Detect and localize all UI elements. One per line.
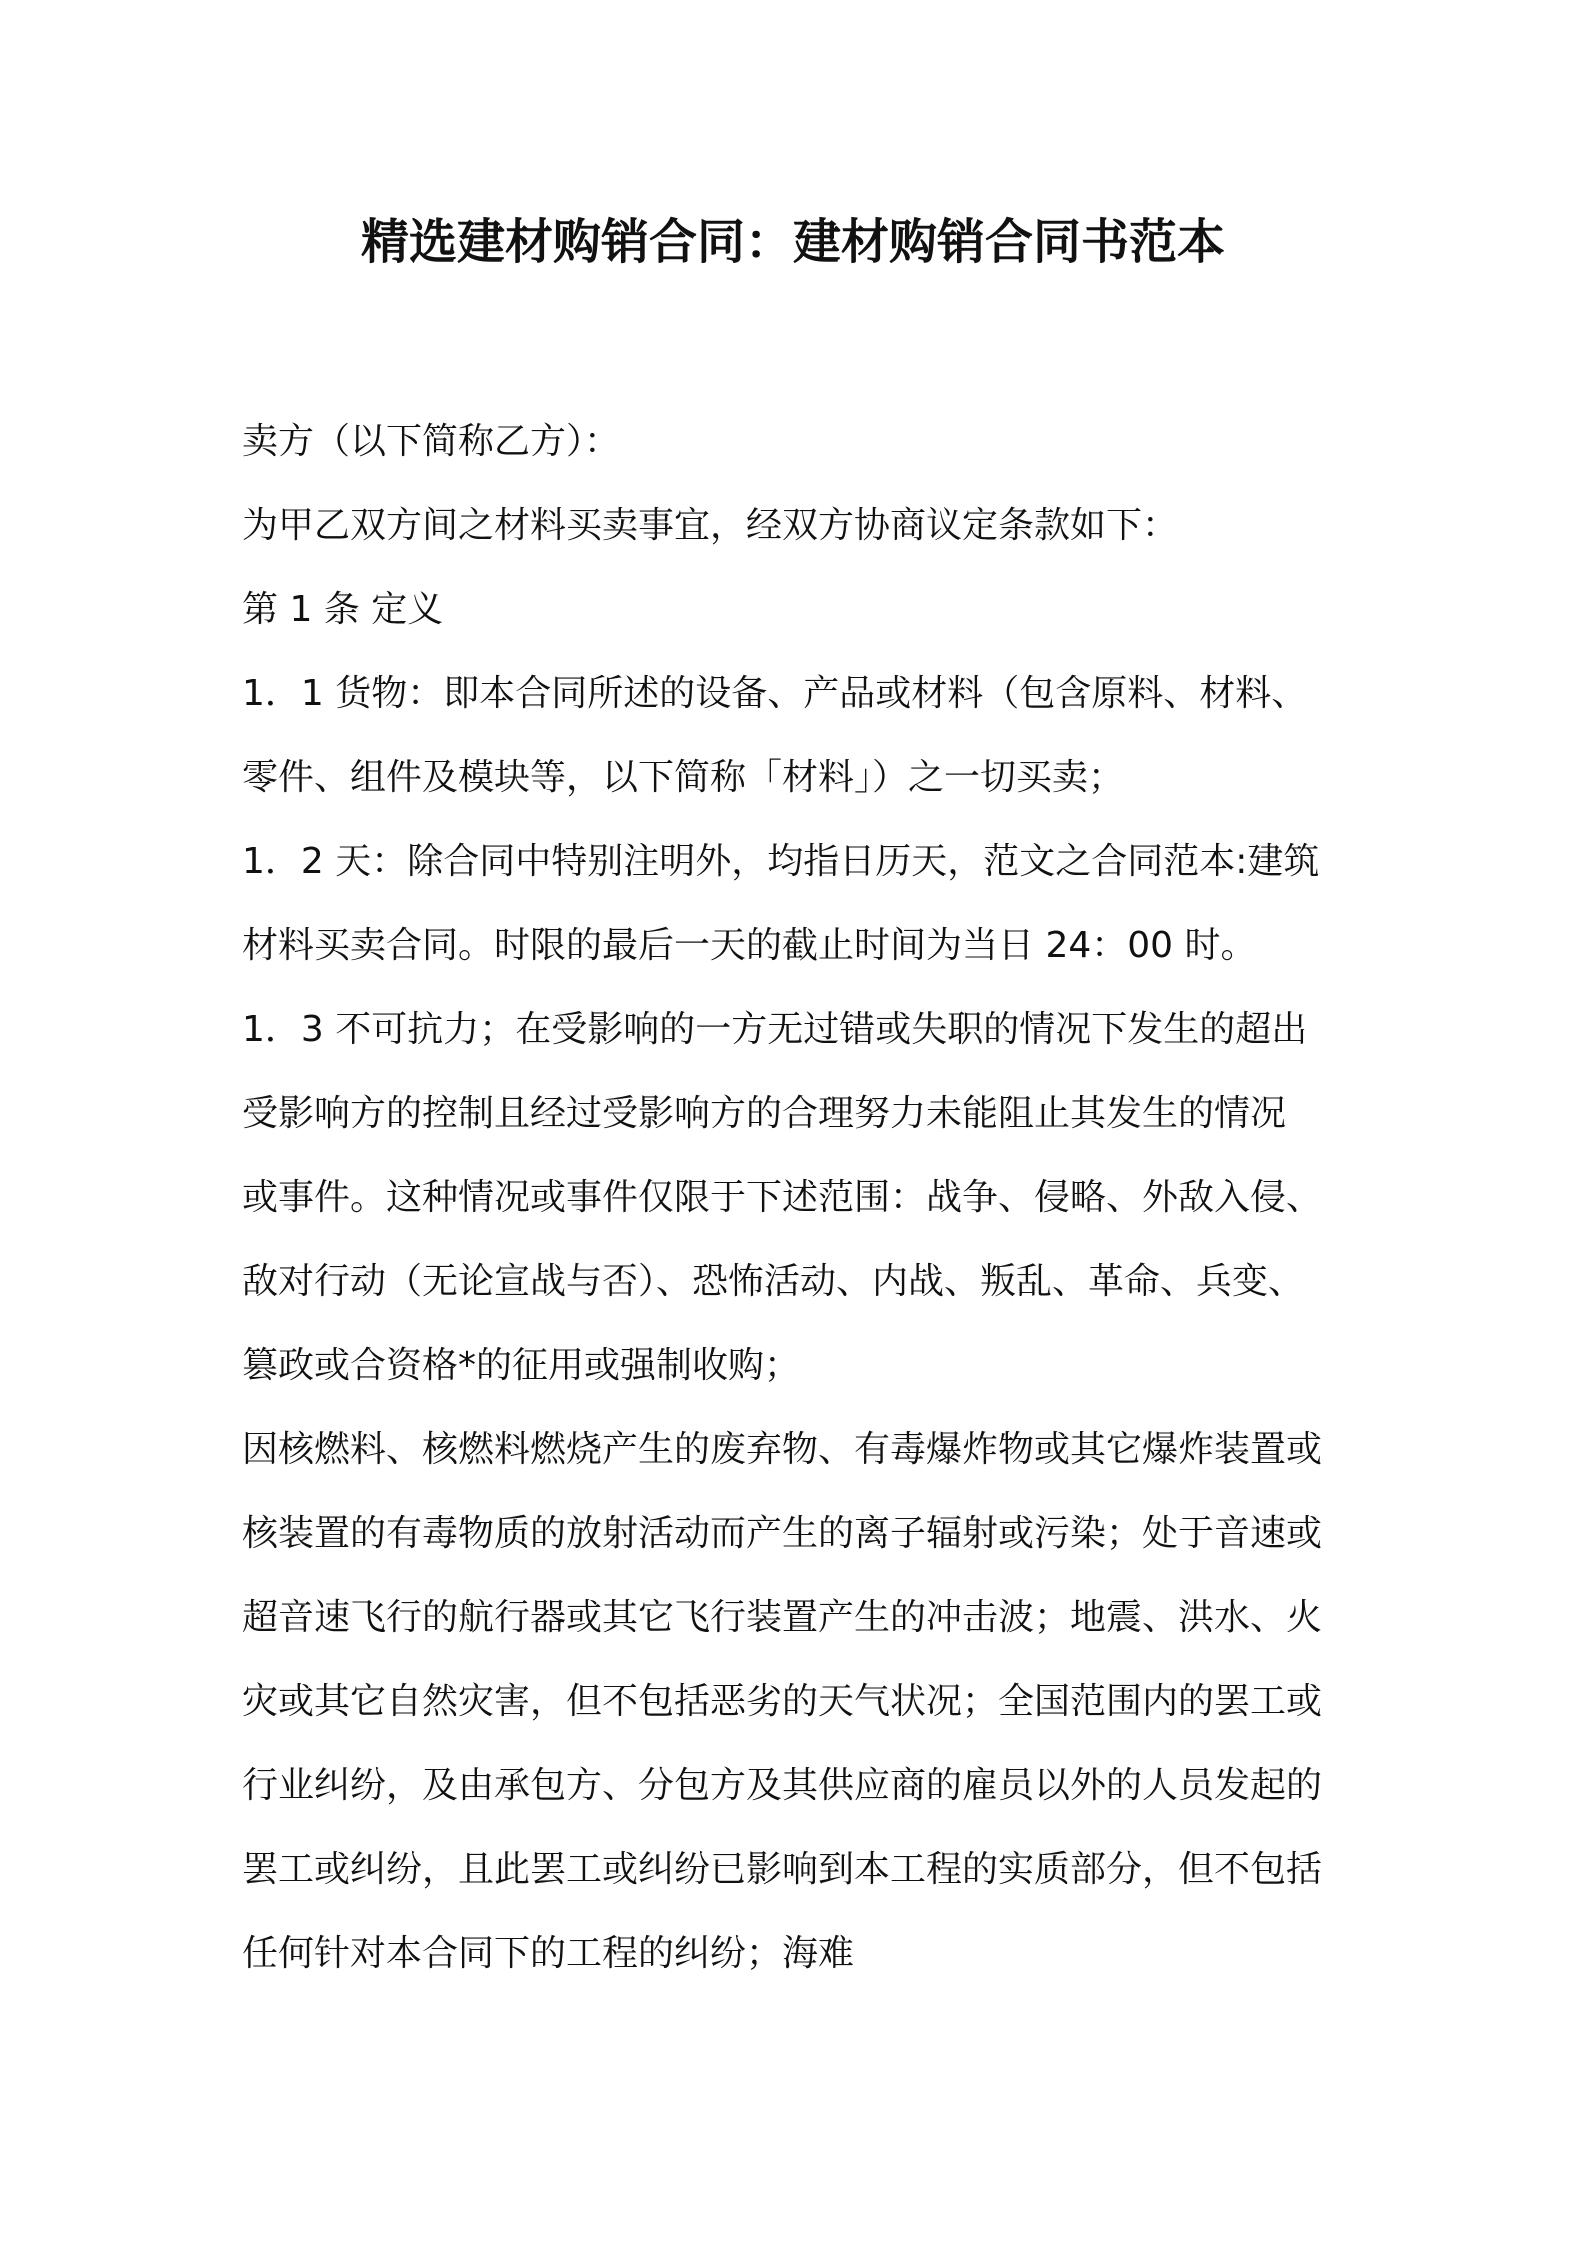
body-line: 超音速飞行的航行器或其它飞行装置产生的冲击波；地震、洪水、火 [242, 1597, 1323, 1638]
body-line: 行业纠纷，及由承包方、分包方及其供应商的雇员以外的人员发起的 [242, 1765, 1323, 1806]
body-line: 敌对行动（无论宣战与否）、恐怖活动、内战、叛乱、革命、兵变、 [242, 1261, 1305, 1302]
body-line: 灾或其它自然灾害，但不包括恶劣的天气状况；全国范围内的罢工或 [242, 1681, 1323, 1722]
body-line: 1．3 不可抗力；在受影响的一方无过错或失职的情况下发生的超出 [242, 1009, 1308, 1050]
document-body [242, 400, 1362, 1996]
body-line: 材料买卖合同。时限的最后一天的截止时间为当日 24：00 时。 [242, 925, 1257, 966]
body-line: 篡政或合资格*的征用或强制收购； [242, 1345, 801, 1386]
body-line: 因核燃料、核燃料燃烧产生的废弃物、有毒爆炸物或其它爆炸装置或 [242, 1429, 1323, 1470]
body-line: 受影响方的控制且经过受影响方的合理努力未能阻止其发生的情况 [242, 1093, 1287, 1134]
body-line: 为甲乙双方间之材料买卖事宜，经双方协商议定条款如下： [242, 505, 1179, 546]
body-line: 罢工或纠纷，且此罢工或纠纷已影响到本工程的实质部分，但不包括 [242, 1849, 1323, 1890]
section-heading: 第 1 条 定义 [242, 589, 444, 630]
body-line: 或事件。这种情况或事件仅限于下述范围：战争、侵略、外敌入侵、 [242, 1177, 1323, 1218]
body-line: 核装置的有毒物质的放射活动而产生的离子辐射或污染；处于音速或 [242, 1513, 1323, 1554]
body-line: 1．2 天：除合同中特别注明外，均指日历天，范文之合同范本:建筑 [242, 841, 1320, 882]
body-line: 卖方（以下简称乙方）： [242, 421, 621, 462]
body-line: 任何针对本合同下的工程的纠纷；海难 [242, 1933, 855, 1974]
body-line: 1．1 货物：即本合同所述的设备、产品或材料（包含原料、材料、 [242, 673, 1308, 714]
document-title: 精选建材购销合同：建材购销合同书范本 [360, 214, 1225, 270]
body-line: 零件、组件及模块等，以下简称「材料」）之一切买卖； [242, 757, 1125, 798]
